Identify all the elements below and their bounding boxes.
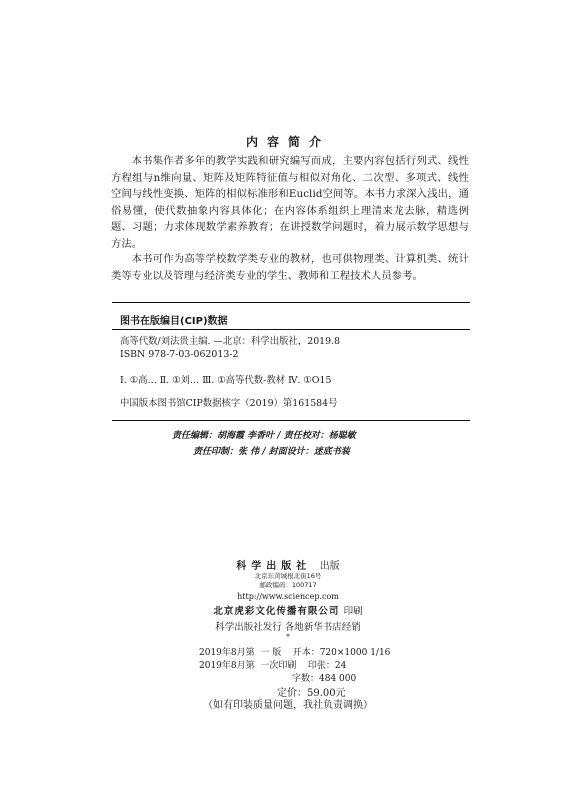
- cip-line-record-number: 中国版本图书馆CIP数据核字（2019）第161584号: [120, 398, 338, 409]
- summary-title: 内容简介: [245, 135, 330, 149]
- printer-name-text: 北京虎彩文化传播有限公司: [213, 606, 340, 617]
- summary-paragraph-1: 本书集作者多年的教学实践和研究编写而成，主要内容包括行列式、线性方程组与n维向量、矩阵及矩阵特征值与相似对角化、二次型、多项式、线性空间与线性变换、矩阵的相似标准形和Euclid空间等。本书力求深入浅出，通俗易懂，使代数抽象内容具体化；在内容体系组织上理清来龙去脉，精选例题、习题；力求体现数学素养教育；在讲授数学问题时，着力展示数学思想与方法。: [111, 155, 469, 250]
- publisher-zip: 邮政编码：100717: [259, 581, 317, 589]
- word-count: 字数：484 000: [292, 674, 357, 684]
- publisher-name-suffix: 出版: [319, 561, 340, 572]
- cip-line-isbn: ISBN 978-7-03-062013-2: [120, 349, 239, 360]
- staff-production: 责任印制：张 伟 / 封面设计：迷底书装: [193, 447, 350, 457]
- cip-heading: 图书在版编目(CIP)数据: [120, 316, 228, 327]
- price: 定价：59.00元: [277, 688, 346, 699]
- format-spec: 开本：720×1000 1/16: [292, 648, 391, 658]
- printing-label: 一次印刷: [260, 661, 297, 671]
- edition-label: 一 版: [260, 648, 282, 658]
- printer-name: [0, 603, 576, 617]
- cip-divider: [112, 329, 470, 330]
- publisher-address: 北京东黄城根北街16号: [254, 572, 322, 580]
- publisher-name: [0, 557, 576, 572]
- cip-line-classification: Ⅰ. ①高… Ⅱ. ①刘… Ⅲ. ①高等代数-教材 Ⅳ. ①O15: [120, 375, 332, 386]
- publisher-website: http://www.sciencep.com: [237, 592, 339, 601]
- staff-editors: 责任编辑：胡海霞 李香叶 / 责任校对：杨聪敏: [172, 431, 356, 441]
- quality-note: （如有印装质量问题，我社负责调换）: [203, 700, 373, 711]
- distribution-line: 科学出版社发行 各地新华书店经销: [215, 622, 361, 633]
- cip-line-title: 高等代数/刘法贵主编. —北京：科学出版社，2019.8: [120, 336, 341, 347]
- publisher-name-text: 科学出版社: [236, 561, 312, 572]
- printer-suffix: 印刷: [343, 606, 363, 617]
- summary-paragraph-2: 本书可作为高等学校数学类专业的教材，也可供物理类、计算机类、统计类等专业以及管理与经济类专业的学生、教师和工程技术人员参考。: [111, 253, 469, 282]
- edition-date: 2019年8月第: [199, 648, 255, 658]
- printing-date: 2019年8月第: [199, 661, 255, 671]
- separator-mark: *: [286, 633, 290, 641]
- sheets-spec: 印张：24: [307, 661, 347, 671]
- edition-line: [199, 645, 390, 658]
- printing-line: [199, 658, 346, 671]
